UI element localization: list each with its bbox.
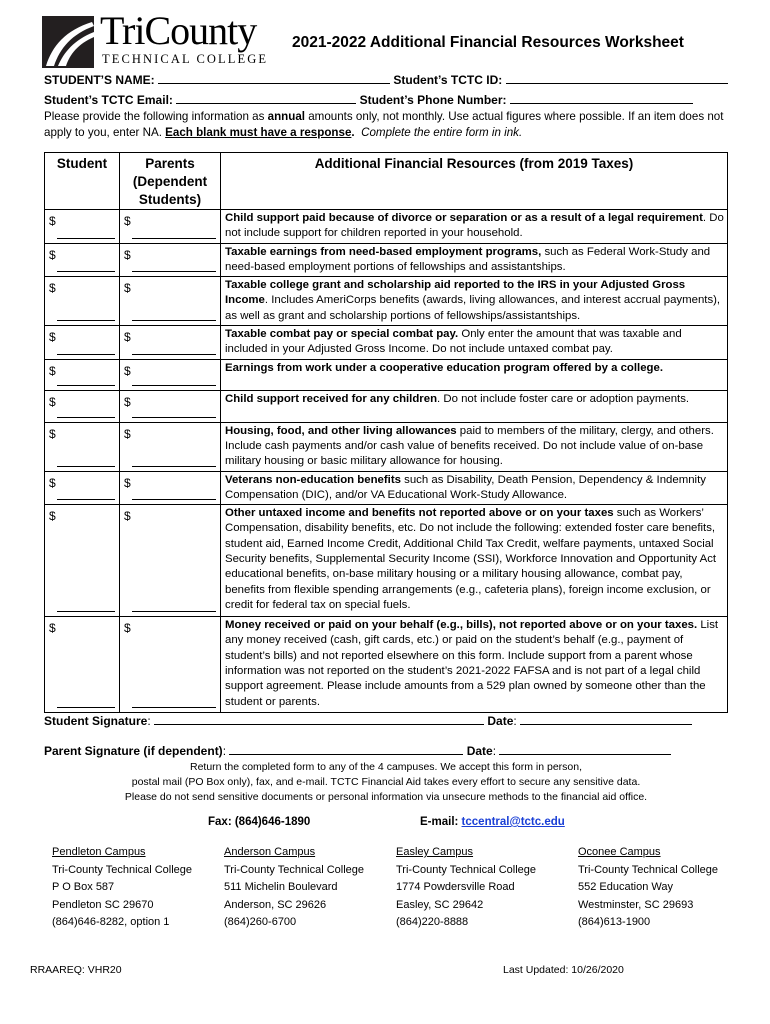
parent-amount-field[interactable] <box>132 271 216 272</box>
parent-amount-cell <box>120 505 221 617</box>
resource-title: Taxable college grant and scholarship aid reported to the IRS in your Adjusted Gross Income <box>225 279 686 307</box>
resource-title: Child support paid because of divorce or separation or as a result of a legal requirement <box>225 212 703 224</box>
dollar-sign: $ <box>124 330 131 345</box>
instructions-text-1: Please provide the following information as <box>44 110 268 123</box>
campus-name: Anderson Campus <box>224 846 316 858</box>
table-row <box>45 210 728 244</box>
return-instructions <box>44 760 728 805</box>
student-info-row-2 <box>44 92 693 107</box>
instructions-annual: annual <box>267 110 306 123</box>
resource-detail: . Includes AmeriCorps benefits (awards, living allowances, and interest accrual payments), as well as grant and scholarship portions of fellowships/assistantships. <box>225 294 721 322</box>
instructions-period: . <box>351 126 355 139</box>
parent-amount-field[interactable] <box>132 238 216 239</box>
dollar-sign: $ <box>49 475 56 490</box>
parent-amount-field[interactable] <box>132 385 216 386</box>
dollar-sign: $ <box>124 394 131 409</box>
parent-signature-line: Parent Signature (if dependent): Date: <box>44 743 671 758</box>
resource-detail: such as Workers’ Compensation, disability benefits, etc. Do not include the following: extended foster care benefits, student aid, Earned Income Credit, Additional Child Tax Credit, welfare payments, untaxed Social Security benefits, Supplemental Security Income (SSI), Workforce Innovation and Opportunity Act educational benefits, on-base military housing or a military housing allowance, combat pay, benefits from flexible spending arrangements (e.g., cafeteria plans), foreign income exclusion, or credit for federal tax on special fuels. <box>225 507 717 611</box>
student-name-label: STUDENT’S NAME: <box>44 73 155 87</box>
table-row <box>45 359 728 390</box>
student-amount-field[interactable] <box>57 707 115 708</box>
student-amount-field[interactable] <box>57 499 115 500</box>
student-amount-field[interactable] <box>57 320 115 321</box>
header-student: Student <box>45 153 120 210</box>
resource-description <box>221 210 728 244</box>
campus-block <box>578 844 718 932</box>
parent-amount-field[interactable] <box>132 707 216 708</box>
table-row <box>45 505 728 617</box>
dollar-sign: $ <box>49 247 56 262</box>
campus-name: Pendleton Campus <box>52 846 146 858</box>
parent-amount-cell <box>120 471 221 505</box>
resource-title: Taxable combat pay or special combat pay. <box>225 328 459 341</box>
student-amount-cell <box>45 277 120 326</box>
table-header-row <box>45 153 728 210</box>
header-parents: Parents (Dependent Students) <box>120 153 221 210</box>
student-id-field[interactable] <box>506 72 728 84</box>
student-info-row-1 <box>44 72 728 87</box>
student-phone-label: Student’s Phone Number: <box>359 93 507 107</box>
document-title: 2021-2022 Additional Financial Resources Worksheet <box>292 34 684 51</box>
student-email-field[interactable] <box>176 92 356 104</box>
student-amount-field[interactable] <box>57 417 115 418</box>
campus-address-line: Tri-County Technical College <box>578 863 719 876</box>
resource-detail: paid to members of the military, clergy, and others. Include cash payments and/or cash value of benefits received. Do not include value of on-base military housing or basic military allowance for housing. <box>225 424 714 468</box>
campus-block <box>224 844 364 932</box>
resource-detail: Only enter the amount that was taxable and included in your Adjusted Gross Income. Do not include untaxed combat pay. <box>225 328 682 356</box>
table-row <box>45 422 728 471</box>
table-row <box>45 326 728 360</box>
resource-description <box>221 505 728 617</box>
parent-signature-label: Parent Signature (if dependent) <box>44 744 223 758</box>
logo-swoosh-icon <box>42 16 98 72</box>
student-amount-field[interactable] <box>57 354 115 355</box>
parent-amount-cell <box>120 277 221 326</box>
email-label: E-mail: <box>420 816 459 828</box>
table-row <box>45 617 728 713</box>
campus-address-line: Westminster, SC 29693 <box>578 898 694 911</box>
resource-title: Taxable earnings from need-based employment programs, <box>225 245 542 258</box>
resource-description <box>221 243 728 277</box>
instructions-ink: Complete the entire form in ink. <box>361 126 523 139</box>
campus-address-line: Tri-County Technical College <box>396 863 537 876</box>
student-signature-label: Student Signature <box>44 714 148 728</box>
table-row <box>45 243 728 277</box>
instructions <box>44 109 744 141</box>
resource-title: Money received or paid on your behalf (e.g., bills), not reported above or on your taxes. <box>225 619 698 632</box>
table-row <box>45 390 728 422</box>
student-amount-cell <box>45 471 120 505</box>
campus-address-line: Tri-County Technical College <box>224 863 365 876</box>
student-amount-cell <box>45 326 120 360</box>
instructions-text-2: amounts only, not monthly. Use actual figures where possible. If an item does not apply to you, enter NA. <box>44 110 724 139</box>
parent-date-field[interactable] <box>499 743 671 755</box>
student-amount-cell <box>45 505 120 617</box>
student-amount-cell <box>45 617 120 713</box>
parent-amount-field[interactable] <box>132 417 216 418</box>
campus-block <box>396 844 536 932</box>
resource-title: Earnings from work under a cooperative education program offered by a college. <box>225 361 664 374</box>
dollar-sign: $ <box>49 281 56 296</box>
parent-amount-field[interactable] <box>132 354 216 355</box>
return-line-3: Please do not send sensitive documents or personal information via unsecure methods to the financial aid office. <box>124 791 648 803</box>
last-updated: Last Updated: 10/26/2020 <box>503 964 624 976</box>
resource-description <box>221 617 728 713</box>
student-date-label: Date <box>487 714 514 728</box>
fax-number: Fax: (864)646-1890 <box>208 816 311 828</box>
student-amount-field[interactable] <box>57 238 115 239</box>
email-link[interactable]: tccentral@tctc.edu <box>461 816 565 828</box>
parent-amount-field[interactable] <box>132 320 216 321</box>
resource-title: Veterans non-education benefits <box>225 473 401 486</box>
resource-description <box>221 326 728 360</box>
parent-amount-cell <box>120 243 221 277</box>
parent-amount-field[interactable] <box>132 499 216 500</box>
resource-title: Housing, food, and other living allowances <box>225 424 457 437</box>
resources-table <box>44 152 728 713</box>
dollar-sign: $ <box>49 363 56 378</box>
parent-amount-cell <box>120 390 221 422</box>
dollar-sign: $ <box>49 509 56 524</box>
resource-title: Child support received for any children <box>225 392 438 405</box>
dollar-sign: $ <box>49 394 56 409</box>
student-amount-field[interactable] <box>57 271 115 272</box>
parent-date-label: Date <box>466 744 493 758</box>
student-amount-field[interactable] <box>57 385 115 386</box>
campus-address-line: 511 Michelin Boulevard <box>224 881 338 893</box>
instructions-blank-rule: Each blank must have a response <box>165 126 352 139</box>
college-logo <box>42 8 272 70</box>
parent-amount-cell <box>120 617 221 713</box>
resource-description <box>221 422 728 471</box>
dollar-sign: $ <box>124 475 131 490</box>
parent-amount-cell <box>120 422 221 471</box>
resource-detail: such as Federal Work-Study and need-based employment portions of fellowships and assistantships. <box>225 245 711 273</box>
student-amount-field[interactable] <box>57 466 115 467</box>
campus-address-line: Tri-County Technical College <box>52 863 193 876</box>
dollar-sign: $ <box>124 509 131 524</box>
campus-address-line: Easley, SC 29642 <box>396 898 484 911</box>
resource-description <box>221 277 728 326</box>
resource-description <box>221 471 728 505</box>
campus-address-line: (864)646-8282, option 1 <box>52 916 170 928</box>
parent-amount-cell <box>120 210 221 244</box>
campus-address-line: (864)220-8888 <box>396 916 469 928</box>
student-signature-field[interactable] <box>154 713 484 725</box>
parent-amount-field[interactable] <box>132 611 216 612</box>
resource-detail: List any money received (cash, gift cards, etc.) or paid on the student’s behalf (e.g., payment of student’s bills) and not reported elsewhere on this form. Include support from a parent whose information was not reported on the student’s 2021-2022 FAFSA and is not part of a legal child support agreement. Please include amounts from a 529 plan owned by someone other than the student or parents. <box>225 619 719 708</box>
campus-address-line: 1774 Powdersville Road <box>396 881 515 893</box>
dollar-sign: $ <box>124 621 131 636</box>
campus-name: Easley Campus <box>396 846 474 858</box>
campus-block <box>52 844 192 932</box>
form-code: RRAAREQ: VHR20 <box>30 964 122 976</box>
campus-name: Oconee Campus <box>578 846 661 858</box>
header-resources: Additional Financial Resources (from 2019 Taxes) <box>221 153 728 210</box>
student-amount-field[interactable] <box>57 611 115 612</box>
campus-address-line: (864)613-1900 <box>578 916 651 928</box>
parent-amount-cell <box>120 326 221 360</box>
student-id-label: Student’s TCTC ID: <box>393 73 503 87</box>
dollar-sign: $ <box>124 247 131 262</box>
logo-subtitle: TECHNICAL COLLEGE <box>102 52 269 66</box>
student-name-field[interactable] <box>158 72 390 84</box>
resource-detail: such as Disability, Death Pension, Dependency & Indemnity Compensation (DIC), and/or VA Educational Work-Study Allowance. <box>225 473 706 501</box>
dollar-sign: $ <box>124 281 131 296</box>
dollar-sign: $ <box>49 426 56 441</box>
student-phone-field[interactable] <box>510 92 693 104</box>
campus-address-line: P O Box 587 <box>52 881 115 893</box>
student-email-label: Student’s TCTC Email: <box>44 93 173 107</box>
table-row <box>45 471 728 505</box>
resource-detail: . Do not include support for children reported in your household. <box>225 212 724 240</box>
parent-amount-cell <box>120 359 221 390</box>
logo-name: TriCounty <box>100 8 257 53</box>
campus-address-line: (864)260-6700 <box>224 916 297 928</box>
return-line-2: postal mail (PO Box only), fax, and e-mail. TCTC Financial Aid takes every effort to secure any sensitive data. <box>131 776 641 788</box>
table-row <box>45 277 728 326</box>
dollar-sign: $ <box>49 621 56 636</box>
return-line-1: Return the completed form to any of the 4 campuses. We accept this form in person, <box>190 761 582 773</box>
student-amount-cell <box>45 210 120 244</box>
campus-address-line: Anderson, SC 29626 <box>224 898 327 911</box>
parent-signature-field[interactable] <box>229 743 463 755</box>
resource-description <box>221 390 728 422</box>
student-amount-cell <box>45 422 120 471</box>
dollar-sign: $ <box>49 330 56 345</box>
student-date-field[interactable] <box>520 713 692 725</box>
resource-detail: . Do not include foster care or adoption payments. <box>437 392 690 405</box>
student-amount-cell <box>45 390 120 422</box>
resource-title: Other untaxed income and benefits not reported above or on your taxes <box>225 507 614 520</box>
dollar-sign: $ <box>49 214 56 228</box>
student-amount-cell <box>45 243 120 277</box>
email-contact <box>420 816 565 828</box>
dollar-sign: $ <box>124 363 131 378</box>
student-amount-cell <box>45 359 120 390</box>
campus-address-line: 552 Education Way <box>578 881 673 893</box>
dollar-sign: $ <box>124 214 131 228</box>
dollar-sign: $ <box>124 426 131 441</box>
campus-address-line: Pendleton SC 29670 <box>52 898 154 911</box>
student-signature-line: Student Signature: Date: <box>44 713 692 728</box>
parent-amount-field[interactable] <box>132 466 216 467</box>
resource-description <box>221 359 728 390</box>
